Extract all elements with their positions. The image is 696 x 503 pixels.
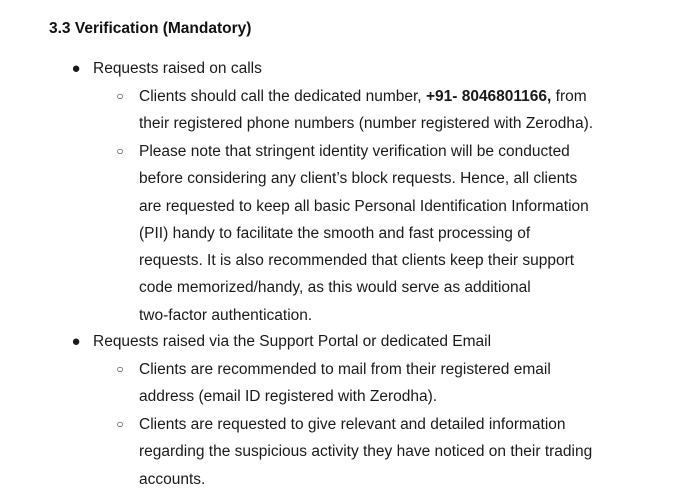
sub-list-item-text [139, 356, 551, 411]
text-line: Please note that stringent identity verification will be conducted [139, 143, 570, 160]
sub-list-item-text [139, 411, 592, 493]
list-item-label: Requests raised on calls [93, 60, 262, 77]
text-line: requests. It is also recommended that clients keep their support [139, 252, 575, 270]
list-item [0, 55, 696, 82]
text-line [139, 83, 593, 110]
sub-list-item-text [139, 138, 589, 329]
section-title: 3.3 Verification (Mandatory) [49, 20, 252, 37]
list-item [0, 328, 696, 355]
text-line: are requested to keep all basic Personal Identification Information [139, 197, 589, 215]
text-line: (PII) handy to facilitate the smooth and fast processing of [139, 224, 531, 242]
text-fragment: Clients should call the dedicated number, [139, 88, 426, 105]
text-line: their registered phone numbers (number registered with Zerodha). [139, 115, 594, 133]
text-line: regarding the suspicious activity they have noticed on their trading [139, 443, 593, 461]
text-line: code memorized/handy, as this would serve as additional [139, 279, 531, 297]
text-line: accounts. [139, 470, 206, 488]
list-item-label: Requests raised via the Support Portal or dedicated Email [93, 333, 492, 350]
text-line: address (email ID registered with Zerodha). [139, 388, 438, 406]
circle-bullet-icon: ○ [116, 89, 124, 103]
text-line: two-factor authentication. [139, 306, 313, 324]
text-line: Clients are requested to give relevant and detailed information [139, 416, 566, 433]
circle-bullet-icon: ○ [116, 144, 124, 158]
bullet-icon: ● [71, 60, 81, 77]
bullet-icon: ● [71, 333, 81, 350]
text-fragment: from [551, 88, 587, 105]
circle-bullet-icon: ○ [116, 417, 124, 431]
text-line: Clients are recommended to mail from their registered email [139, 361, 551, 378]
text-line: before considering any client’s block requests. Hence, all clients [139, 170, 578, 188]
sub-list-item-text [139, 83, 593, 138]
circle-bullet-icon: ○ [116, 362, 124, 376]
phone-number: +91- 8046801166, [425, 88, 552, 105]
